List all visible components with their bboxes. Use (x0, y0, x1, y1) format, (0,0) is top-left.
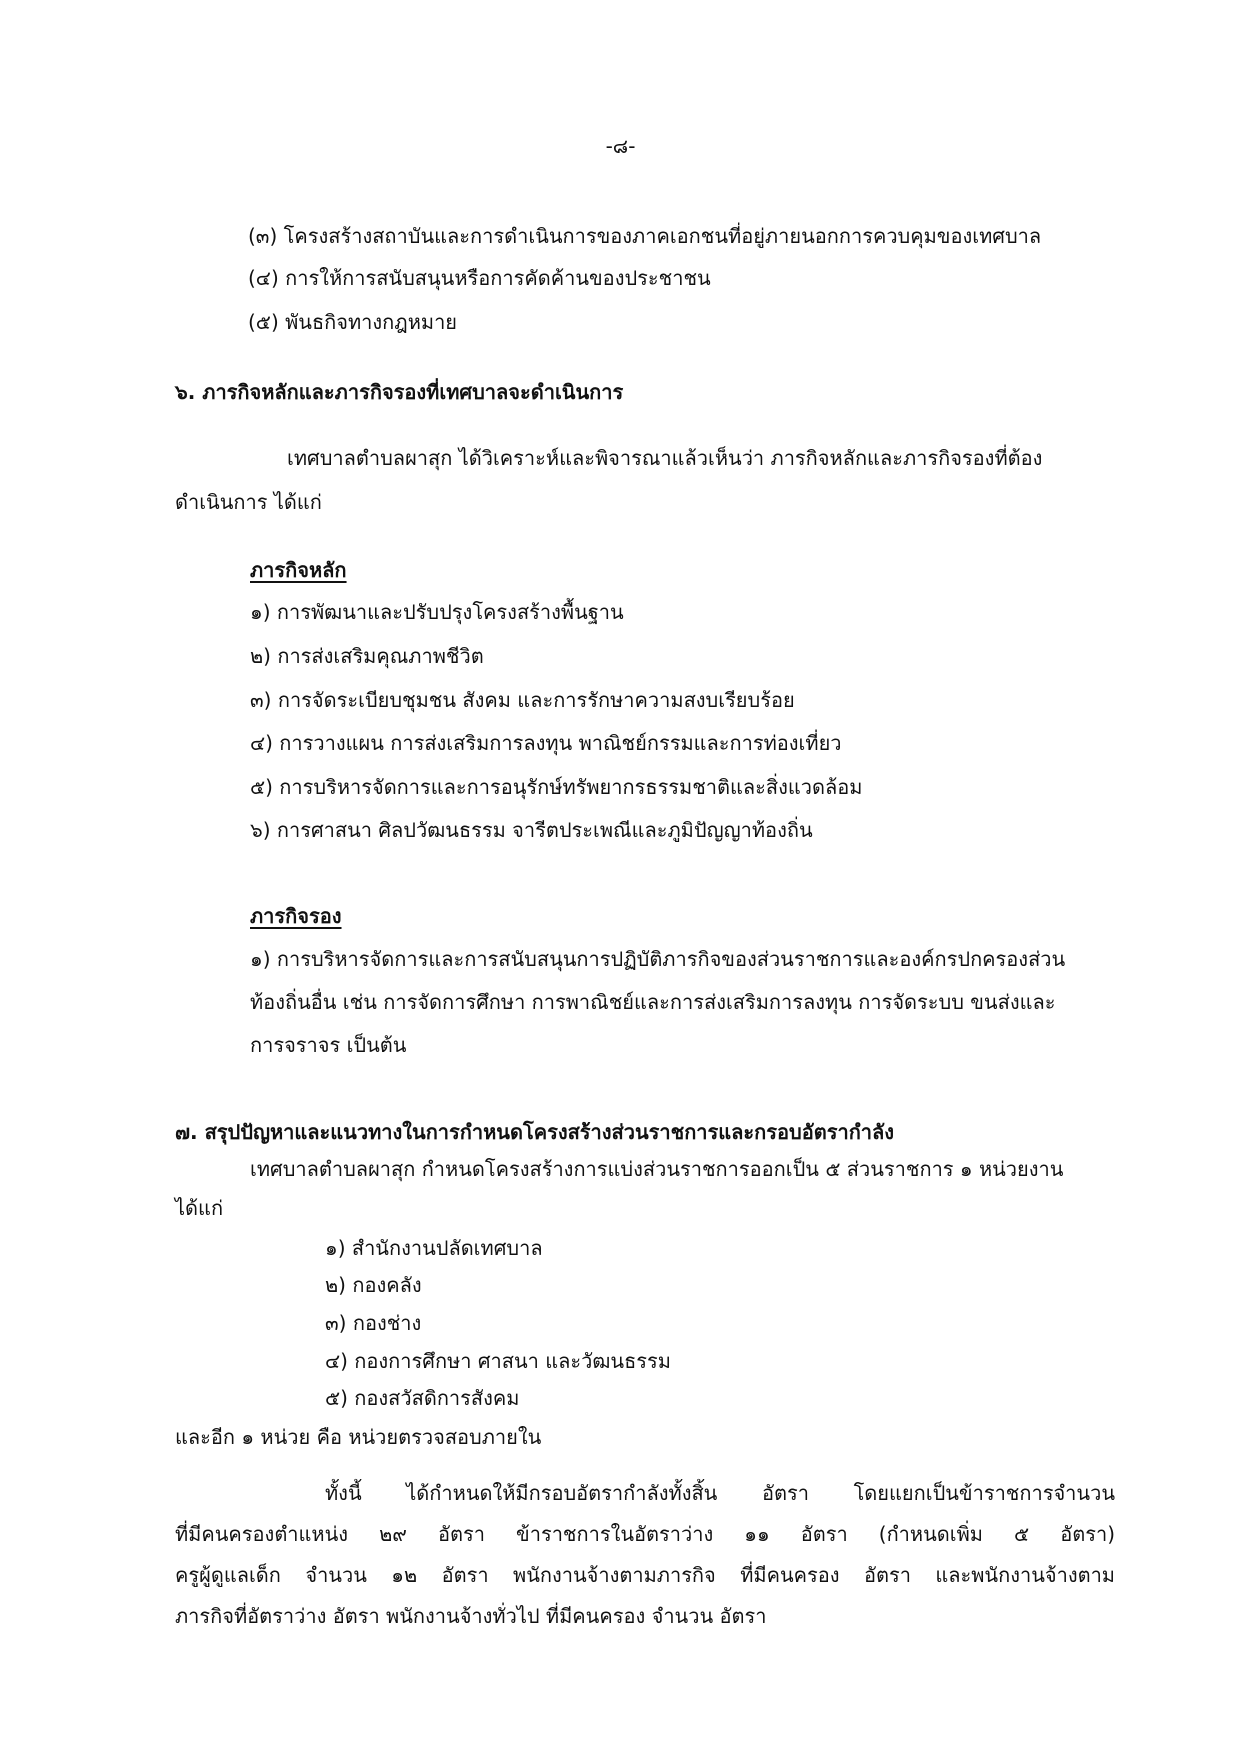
intro-item: (๕) พันธกิจทางกฎหมาย (248, 310, 458, 334)
section-6-heading: ๖. ภารกิจหลักและภารกิจรองที่เทศบาลจะดำเนินการ (175, 380, 624, 404)
main-mission-item: ๓) การจัดระเบียบชุมชน สังคม และการรักษาความสงบเรียบร้อย (250, 688, 795, 712)
extra-unit-line: และอีก ๑ หน่วย คือ หน่วยตรวจสอบภายใน (175, 1425, 542, 1449)
unit-item: ๔) กองการศึกษา ศาสนา และวัฒนธรรม (325, 1349, 671, 1373)
secondary-mission-line: การจราจร เป็นต้น (250, 1033, 407, 1057)
staff-paragraph-line: ครูผู้ดูแลเด็ก จำนวน ๑๒ อัตรา พนักงานจ้างตามภารกิจ ที่มีคนครอง อัตรา และพนักงานจ้างตาม (175, 1563, 1115, 1587)
main-mission-item: ๑) การพัฒนาและปรับปรุงโครงสร้างพื้นฐาน (250, 600, 624, 624)
unit-item: ๕) กองสวัสดิการสังคม (325, 1386, 520, 1410)
section-6-paragraph-line: ดำเนินการ ได้แก่ (175, 490, 322, 514)
unit-item: ๑) สำนักงานปลัดเทศบาล (325, 1236, 543, 1260)
page-number: -๘- (605, 134, 636, 158)
main-missions-title: ภารกิจหลัก (250, 558, 347, 582)
main-mission-item: ๒) การส่งเสริมคุณภาพชีวิต (250, 644, 484, 668)
section-7-paragraph-line: ได้แก่ (175, 1196, 224, 1220)
staff-paragraph-line: ที่มีคนครองตำแหน่ง ๒๙ อัตรา ข้าราชการในอัตราว่าง ๑๑ อัตรา (กำหนดเพิ่ม ๕ อัตรา) (175, 1522, 1115, 1546)
secondary-mission-line: ท้องถิ่นอื่น เช่น การจัดการศึกษา การพาณิชย์และการส่งเสริมการลงทุน การจัดระบบ ขนส่งและ (250, 990, 1056, 1014)
main-mission-item: ๕) การบริหารจัดการและการอนุรักษ์ทรัพยากรธรรมชาติและสิ่งแวดล้อม (250, 775, 863, 799)
section-7-heading: ๗. สรุปปัญหาและแนวทางในการกำหนดโครงสร้างส่วนราชการและกรอบอัตรากำลัง (175, 1120, 895, 1144)
staff-paragraph-line: ทั้งนี้ ได้กำหนดให้มีกรอบอัตรากำลังทั้งสิ้น อัตรา โดยแยกเป็นข้าราชการจำนวน (325, 1481, 1115, 1505)
secondary-mission-line: ๑) การบริหารจัดการและการสนับสนุนการปฏิบัติภารกิจของส่วนราชการและองค์กรปกครองส่วน (250, 947, 1066, 971)
section-7-paragraph-line: เทศบาลตำบลผาสุก กำหนดโครงสร้างการแบ่งส่วนราชการออกเป็น ๕ ส่วนราชการ ๑ หน่วยงาน (250, 1157, 1064, 1181)
main-mission-item: ๖) การศาสนา ศิลปวัฒนธรรม จารีตประเพณีและภูมิปัญญาท้องถิ่น (250, 818, 813, 842)
staff-paragraph-line: ภารกิจที่อัตราว่าง อัตรา พนักงานจ้างทั่วไป ที่มีคนครอง จำนวน อัตรา (175, 1604, 767, 1628)
section-6-paragraph-line: เทศบาลตำบลผาสุก ได้วิเคราะห์และพิจารณาแล้วเห็นว่า ภารกิจหลักและภารกิจรองที่ต้อง (287, 446, 1043, 470)
intro-item: (๓) โครงสร้างสถาบันและการดำเนินการของภาคเอกชนที่อยู่ภายนอกการควบคุมของเทศบาล (248, 224, 1042, 248)
unit-item: ๒) กองคลัง (325, 1273, 422, 1297)
secondary-missions-title: ภารกิจรอง (250, 904, 342, 928)
main-mission-item: ๔) การวางแผน การส่งเสริมการลงทุน พาณิชย์กรรมและการท่องเที่ยว (250, 731, 842, 755)
unit-item: ๓) กองช่าง (325, 1311, 422, 1335)
intro-item: (๔) การให้การสนับสนุนหรือการคัดค้านของประชาชน (248, 266, 711, 290)
